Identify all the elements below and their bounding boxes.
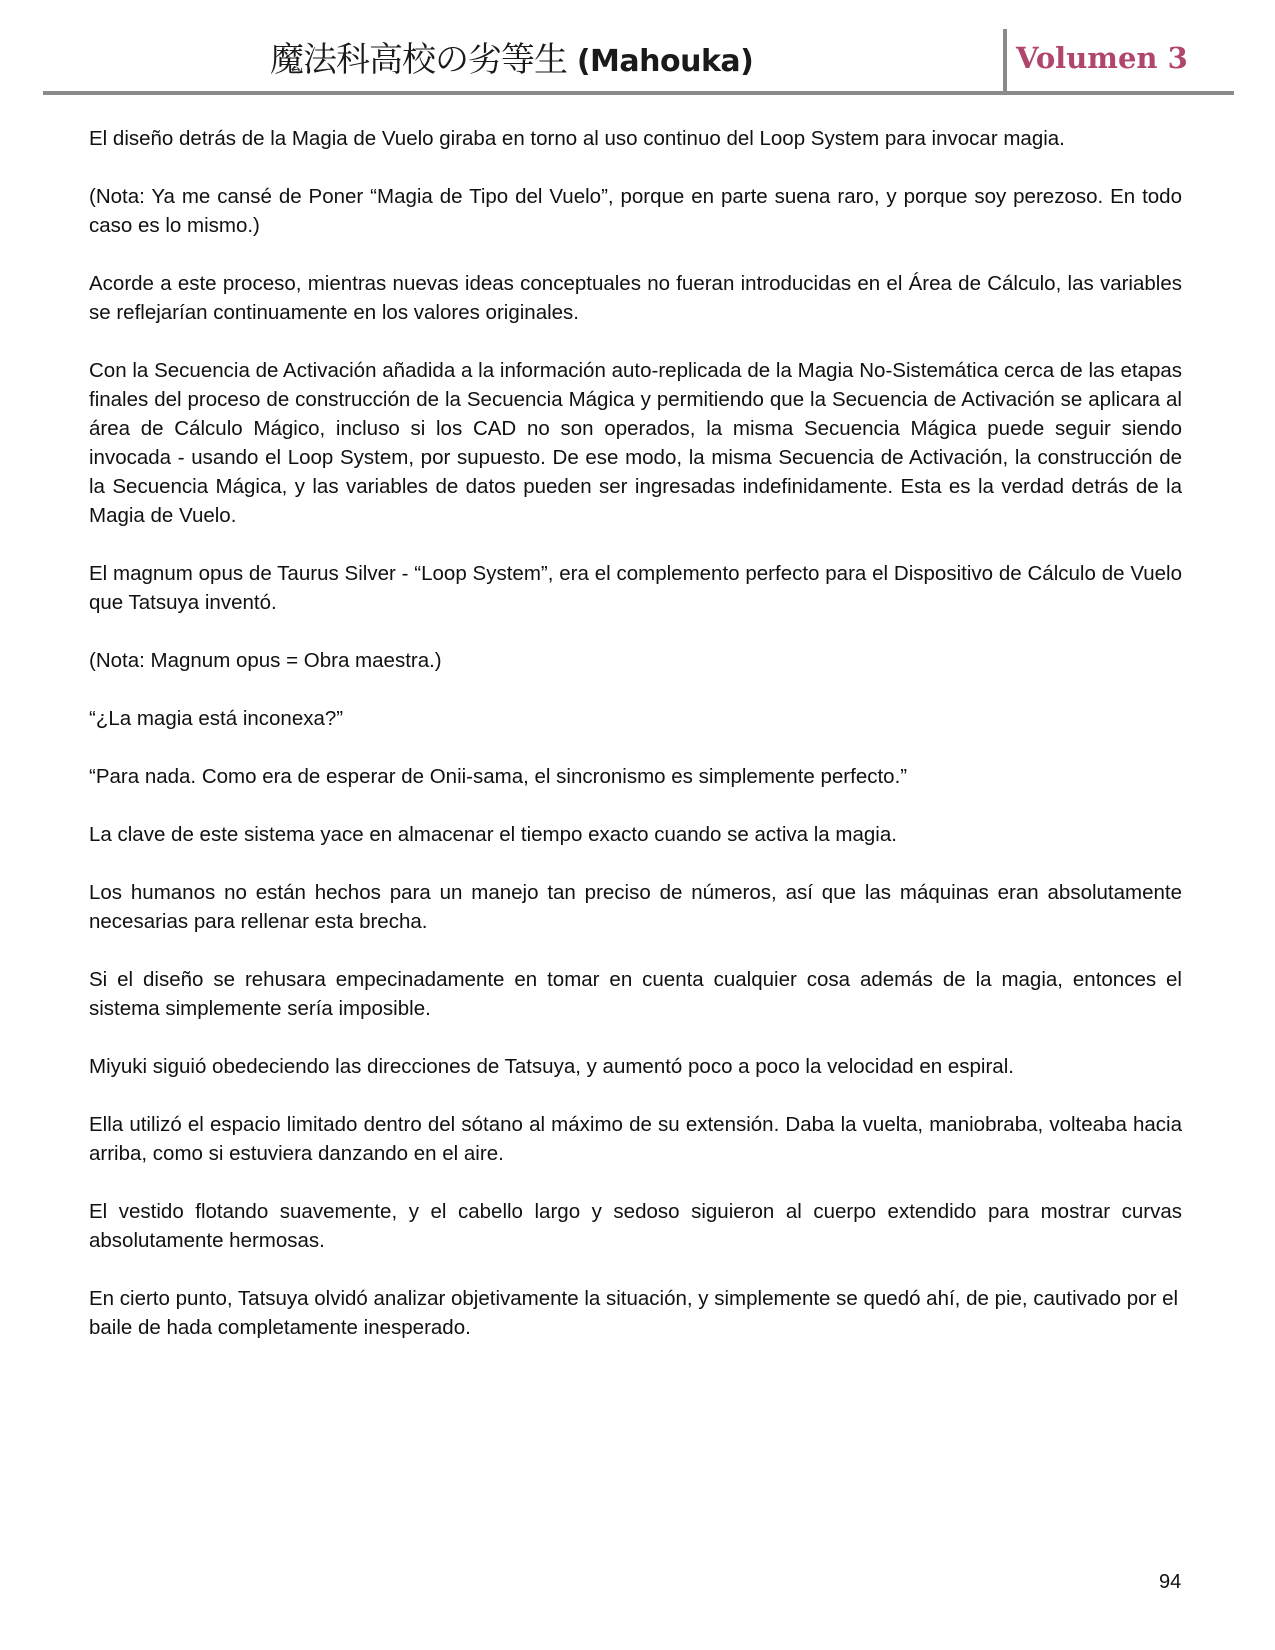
- header-title: [270, 40, 770, 82]
- paragraph: “Para nada. Como era de esperar de Onii-sama, el sincronismo es simplemente perfecto.”: [89, 765, 908, 788]
- paragraph: La clave de este sistema yace en almacenar el tiempo exacto cuando se activa la magia.: [89, 823, 897, 846]
- paragraph: (Nota: Magnum opus = Obra maestra.): [89, 649, 442, 672]
- page-number: 94: [1159, 1571, 1182, 1593]
- paragraph: (Nota: Ya me cansé de Poner “Magia de Tipo del Vuelo”, porque en parte suena raro, y porque soy perezoso. En todo caso es lo mismo.): [89, 185, 1182, 237]
- paragraph: Con la Secuencia de Activación añadida a la información auto-replicada de la Magia No-Sistemática cerca de las etapas finales del proceso de construcción de la Secuencia Mágica y permitiendo que la Secuencia de Activación se aplicara al área de Cálculo Mágico, incluso si los CAD no son operados, la misma Secuencia Mágica puede seguir siendo invocada - usando el Loop System, por supuesto. De ese modo, la misma Secuencia de Activación, la construcción de la Secuencia Mágica, y las variables de datos pueden ser ingresadas indefinidamente. Esta es la verdad detrás de la Magia de Vuelo.: [89, 359, 1182, 527]
- volume-label: Volumen 3: [1016, 41, 1188, 75]
- paragraph: Los humanos no están hechos para un manejo tan preciso de números, así que las máquinas eran absolutamente necesarias para rellenar esta brecha.: [89, 881, 1182, 933]
- header-title-cjk: 魔法科高校の劣等生: [270, 40, 567, 80]
- header-divider-vertical: [1003, 29, 1007, 93]
- paragraph: Ella utilizó el espacio limitado dentro del sótano al máximo de su extensión. Daba la vuelta, maniobraba, volteaba hacia arriba, como si estuviera danzando en el aire.: [89, 1113, 1182, 1165]
- header-title-latin: (Mahouka): [576, 44, 754, 79]
- body-text: [89, 124, 1182, 1371]
- paragraph: En cierto punto, Tatsuya olvidó analizar objetivamente la situación, y simplemente se quedó ahí, de pie, cautivado por el baile de hada completamente inesperado.: [89, 1287, 1179, 1339]
- paragraph: El diseño detrás de la Magia de Vuelo giraba en torno al uso continuo del Loop System para invocar magia.: [89, 127, 1065, 150]
- paragraph: Acorde a este proceso, mientras nuevas ideas conceptuales no fueran introducidas en el Área de Cálculo, las variables se reflejarían continuamente en los valores originales.: [89, 272, 1182, 324]
- header-rule: [43, 91, 1234, 95]
- paragraph: El vestido flotando suavemente, y el cabello largo y sedoso siguieron al cuerpo extendido para mostrar curvas absolutamente hermosas.: [89, 1200, 1182, 1252]
- paragraph: Miyuki siguió obedeciendo las direcciones de Tatsuya, y aumentó poco a poco la velocidad en espiral.: [89, 1055, 1014, 1078]
- paragraph: “¿La magia está inconexa?”: [89, 707, 344, 730]
- paragraph: Si el diseño se rehusara empecinadamente en tomar en cuenta cualquier cosa además de la magia, entonces el sistema simplemente sería imposible.: [89, 968, 1182, 1020]
- paragraph: El magnum opus de Taurus Silver - “Loop System”, era el complemento perfecto para el Dispositivo de Cálculo de Vuelo que Tatsuya inventó.: [89, 562, 1182, 614]
